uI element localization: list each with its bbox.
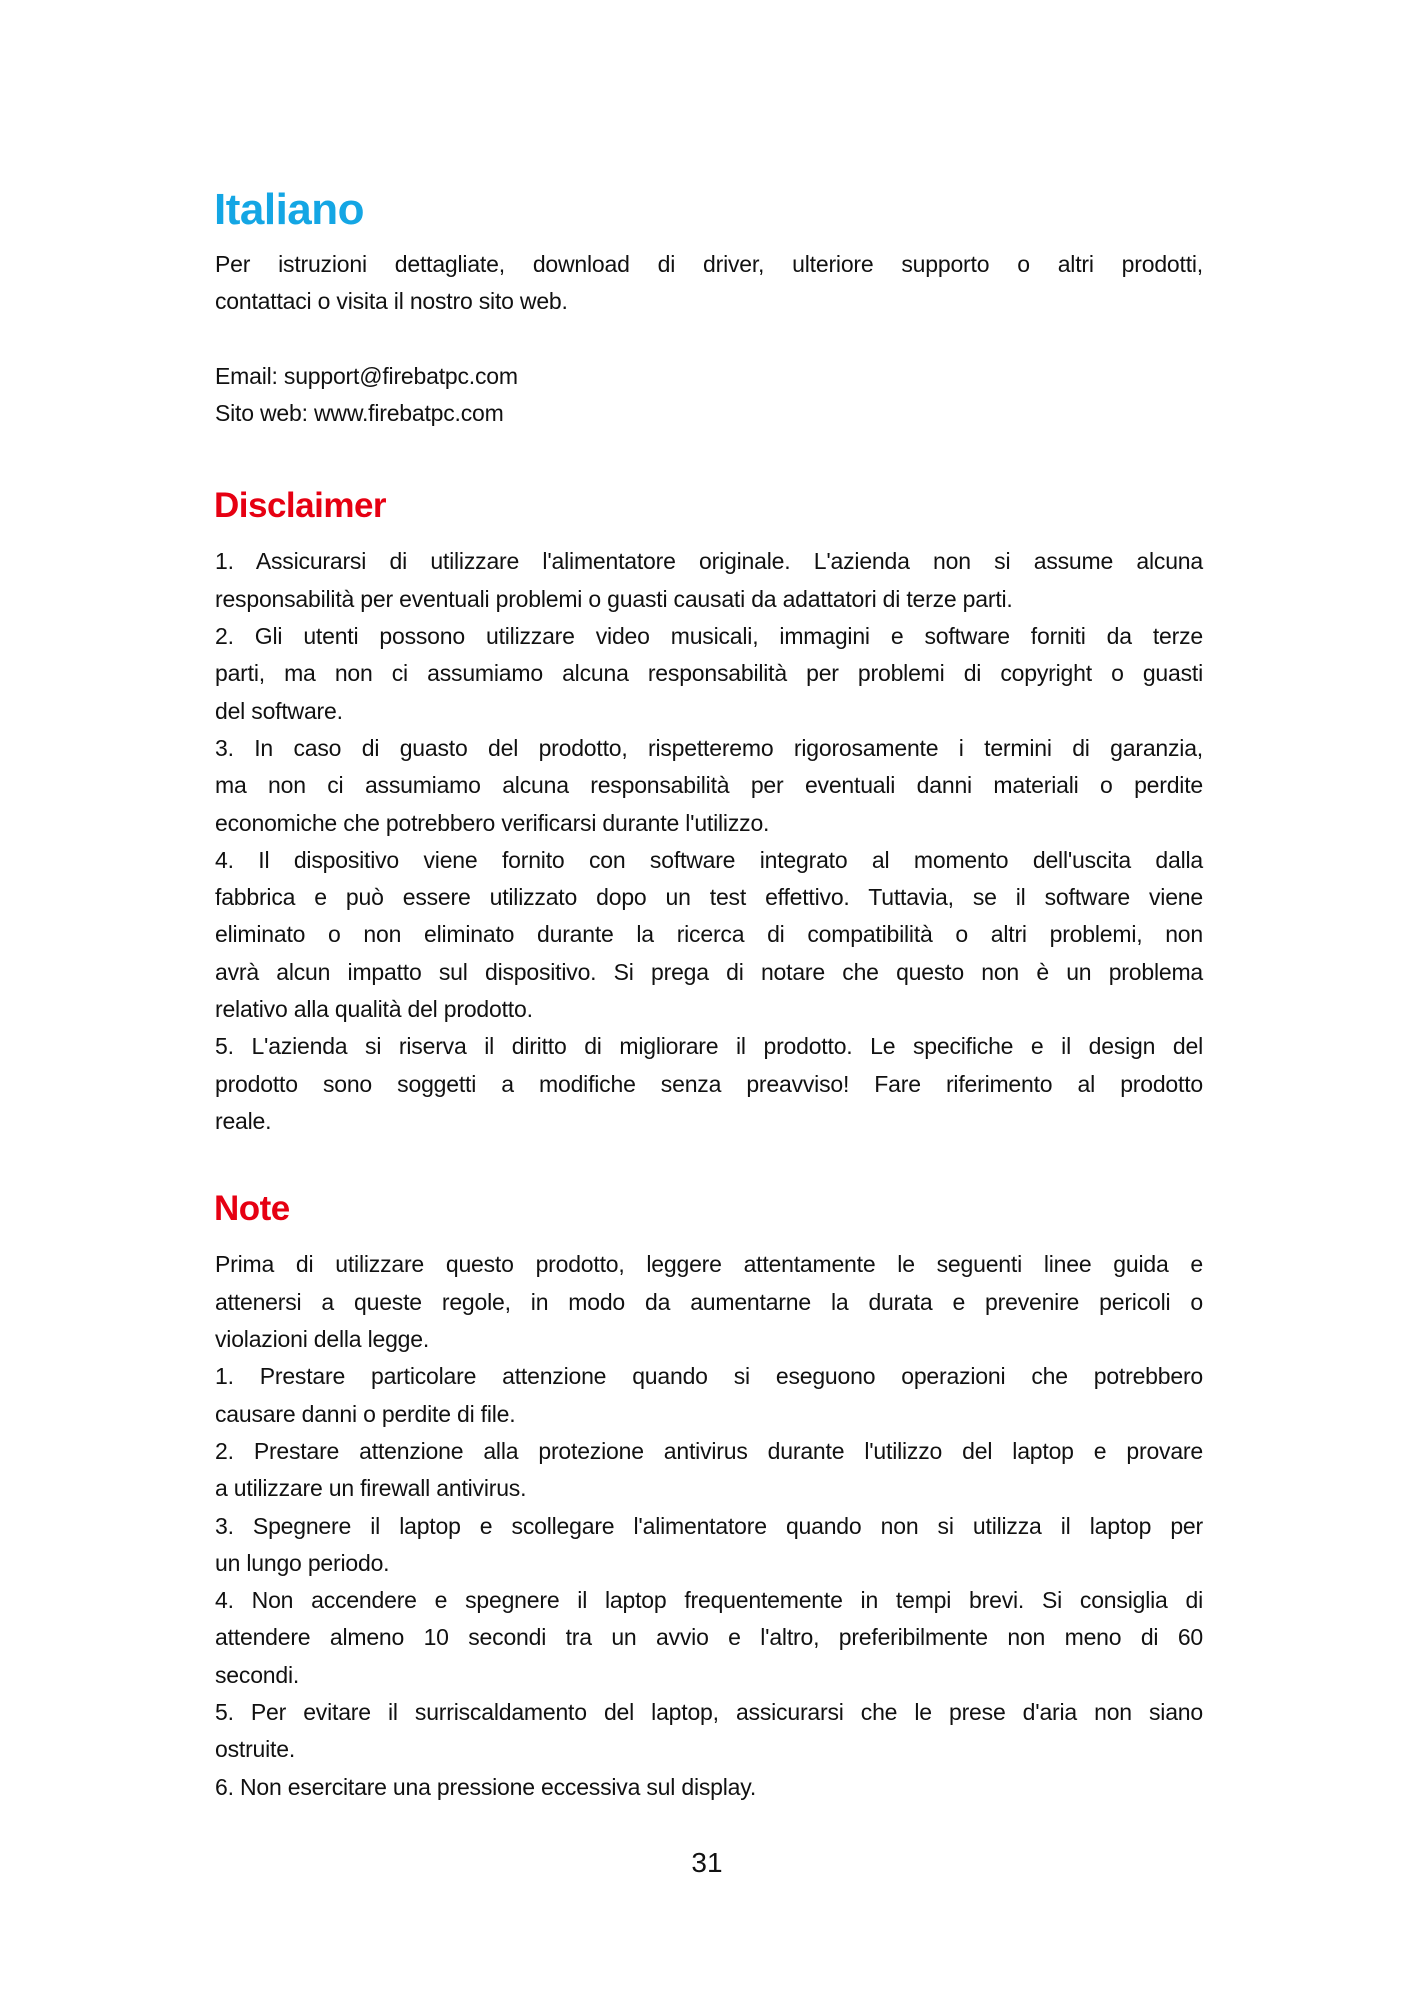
note-text-line: secondi. [215,1661,300,1688]
disclaimer-text-line: 3. In caso di guasto del prodotto, rispetteremo rigorosamente i termini di garanzia, [215,734,1203,761]
disclaimer-text-line: 4. Il dispositivo viene fornito con software integrato al momento dell'uscita dalla [215,846,1203,873]
disclaimer-text-line: prodotto sono soggetti a modifiche senza preavviso! Fare riferimento al prodotto [215,1070,1203,1097]
heading-disclaimer: Disclaimer [214,486,387,525]
disclaimer-text-line: parti, ma non ci assumiamo alcuna responsabilità per problemi di copyright o guasti [215,660,1203,687]
note-text-line: 6. Non esercitare una pressione eccessiva sul display. [215,1773,757,1800]
disclaimer-text-line: 1. Assicurarsi di utilizzare l'alimentatore originale. L'azienda non si assume alcuna [215,548,1203,575]
note-text-line: attendere almeno 10 secondi tra un avvio e l'altro, preferibilmente non meno di 60 [215,1624,1203,1651]
note-text-line: 1. Prestare particolare attenzione quando si eseguono operazioni che potrebbero [215,1363,1203,1390]
note-text-line: a utilizzare un firewall antivirus. [215,1475,527,1502]
note-text-line: attenersi a queste regole, in modo da aumentarne la durata e prevenire pericoli o [215,1288,1203,1315]
disclaimer-text-line: avrà alcun impatto sul dispositivo. Si prega di notare che questo non è un problema [215,958,1203,985]
disclaimer-text-line: fabbrica e può essere utilizzato dopo un test effettivo. Tuttavia, se il software viene [215,884,1203,911]
italiano-text-line: Sito web: www.firebatpc.com [215,400,504,427]
note-text-line: causare danni o perdite di file. [215,1400,516,1427]
disclaimer-text-line: 2. Gli utenti possono utilizzare video musicali, immagini e software forniti da terze [215,623,1203,649]
disclaimer-text-line: relativo alla qualità del prodotto. [215,996,533,1022]
note-text-line: Prima di utilizzare questo prodotto, leggere attentamente le seguenti linee guida e [215,1251,1203,1278]
disclaimer-text-line: economiche che potrebbero verificarsi durante l'utilizzo. [215,809,770,836]
heading-note: Note [214,1189,290,1228]
note-text-line: ostruite. [215,1736,296,1763]
italiano-text-line: Email: support@firebatpc.com [215,363,518,390]
disclaimer-text-line: 5. L'azienda si riserva il diritto di migliorare il prodotto. Le specifiche e il design del [215,1033,1203,1060]
page-number: 31 [691,1847,723,1878]
heading-italiano: Italiano [214,185,365,234]
italiano-text-line: Per istruzioni dettagliate, download di driver, ulteriore supporto o altri prodotti, [215,251,1203,278]
disclaimer-text-line: eliminato o non eliminato durante la ricerca di compatibilità o altri problemi, non [215,921,1203,948]
note-text-line: 3. Spegnere il laptop e scollegare l'alimentatore quando non si utilizza il laptop per [215,1512,1203,1539]
disclaimer-text-line: responsabilità per eventuali problemi o guasti causati da adattatori di terze parti. [215,585,1013,612]
note-text-line: 2. Prestare attenzione alla protezione antivirus durante l'utilizzo del laptop e provare [215,1437,1203,1464]
disclaimer-text-line: ma non ci assumiamo alcuna responsabilità per eventuali danni materiali o perdite [215,772,1203,799]
note-text-line: 4. Non accendere e spegnere il laptop frequentemente in tempi brevi. Si consiglia di [215,1587,1203,1614]
italiano-text-line: contattaci o visita il nostro sito web. [215,288,568,315]
note-text-line: violazioni della legge. [215,1326,430,1352]
note-text-line: 5. Per evitare il surriscaldamento del laptop, assicurarsi che le prese d'aria non siano [215,1699,1203,1725]
note-text-line: un lungo periodo. [215,1549,390,1576]
disclaimer-text-line: del software. [215,697,343,724]
disclaimer-text-line: reale. [215,1107,272,1134]
